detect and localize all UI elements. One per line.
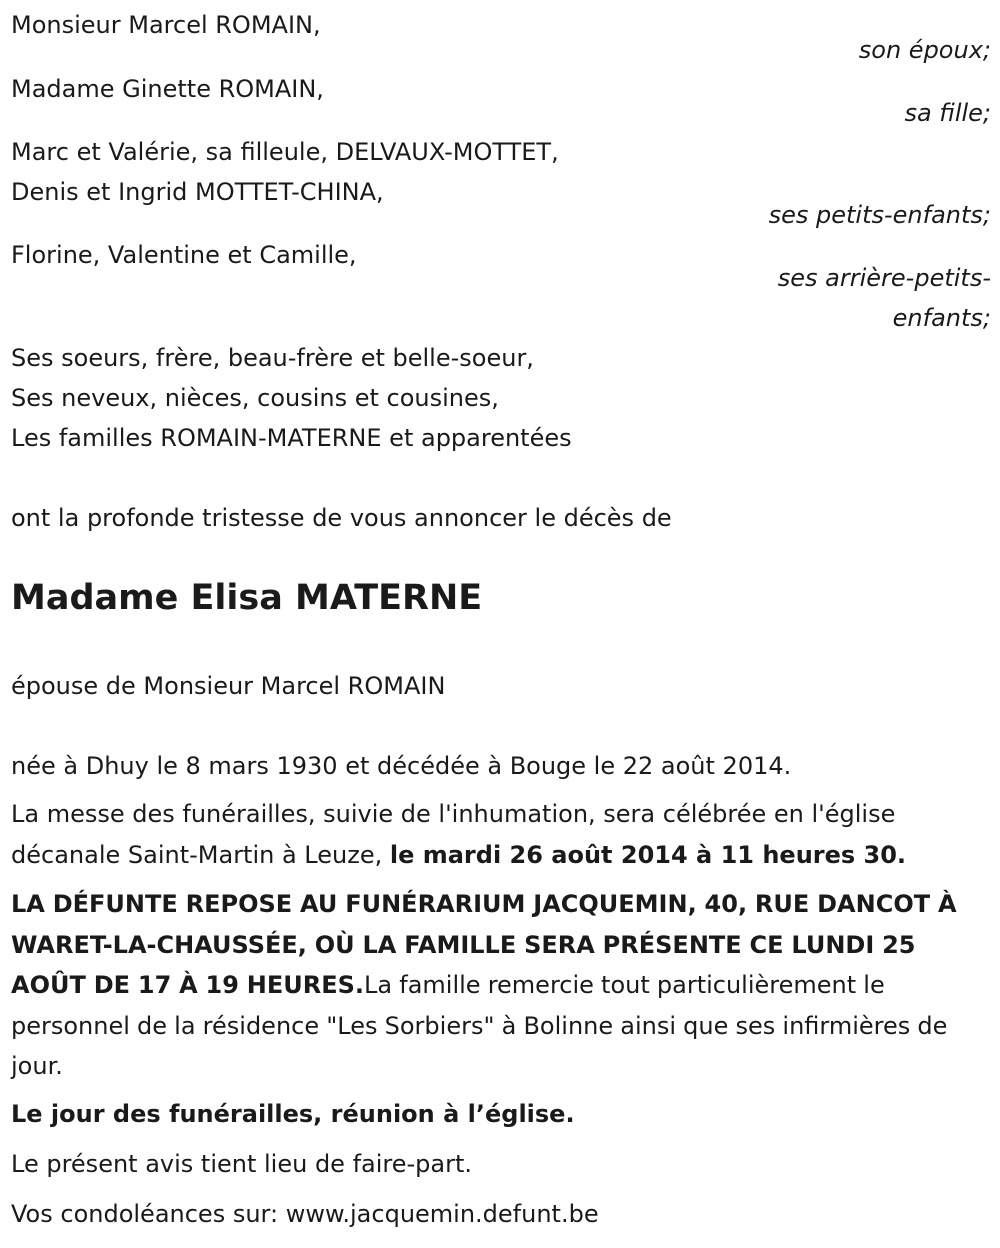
condolences-text: Vos condoléances sur: www.jacquemin.defunt.be (11, 1200, 599, 1228)
family-line-great-grandchildren: Florine, Valentine et Camille, (11, 241, 357, 269)
family-line-grandchildren-2: Denis et Ingrid MOTTET-CHINA, (11, 178, 384, 206)
thanks-text: La famille remercie tout particulièrement le personnel de la résidence "Les Sorbiers" à Bolinne ainsi que ses infirmières de jour. (11, 971, 948, 1080)
family-line-siblings: Ses soeurs, frère, beau-frère et belle-soeur, (11, 344, 534, 372)
family-line-nephews: Ses neveux, nièces, cousins et cousines, (11, 384, 499, 412)
relation-grandchildren: ses petits-enfants; (768, 201, 991, 229)
relation-great-grandchildren-2: enfants; (892, 304, 991, 332)
mass-text: La messe des funérailles, suivie de l'inhumation, sera célébrée en l'église décanale Saint-Martin à Leuze, (11, 800, 896, 869)
relation-husband: son époux; (858, 36, 991, 64)
funeral-mass-paragraph (11, 794, 989, 875)
family-line-families: Les familles ROMAIN-MATERNE et apparentées (11, 424, 572, 452)
birth-death-dates: née à Dhuy le 8 mars 1930 et décédée à Bouge le 22 août 2014. (11, 752, 792, 780)
family-line-daughter: Madame Ginette ROMAIN, (11, 75, 324, 103)
family-line-husband: Monsieur Marcel ROMAIN, (11, 11, 321, 39)
funerarium-info: LA DÉFUNTE REPOSE AU FUNÉRARIUM JACQUEMIN, 40, RUE DANCOT À WARET-LA-CHAUSSÉE, OÙ LA FAMILLE SERA PRÉSENTE CE LUNDI 25 AOÛT DE 17 À 19 HEURES. (11, 890, 957, 999)
deceased-name: Madame Elisa MATERNE (11, 578, 483, 618)
relation-great-grandchildren-1: ses arrière-petits- (777, 264, 991, 292)
spouse-line: épouse de Monsieur Marcel ROMAIN (11, 672, 446, 700)
notice-text: Le présent avis tient lieu de faire-part. (11, 1150, 473, 1178)
announcement-text: ont la profonde tristesse de vous annoncer le décès de (11, 504, 672, 532)
reunion-text: Le jour des funérailles, réunion à l’église. (11, 1100, 575, 1128)
funerarium-paragraph (11, 884, 989, 1087)
mass-date: le mardi 26 août 2014 à 11 heures 30. (389, 840, 907, 869)
family-line-grandchildren-1: Marc et Valérie, sa filleule, DELVAUX-MOTTET, (11, 138, 559, 166)
relation-daughter: sa fille; (904, 99, 991, 127)
